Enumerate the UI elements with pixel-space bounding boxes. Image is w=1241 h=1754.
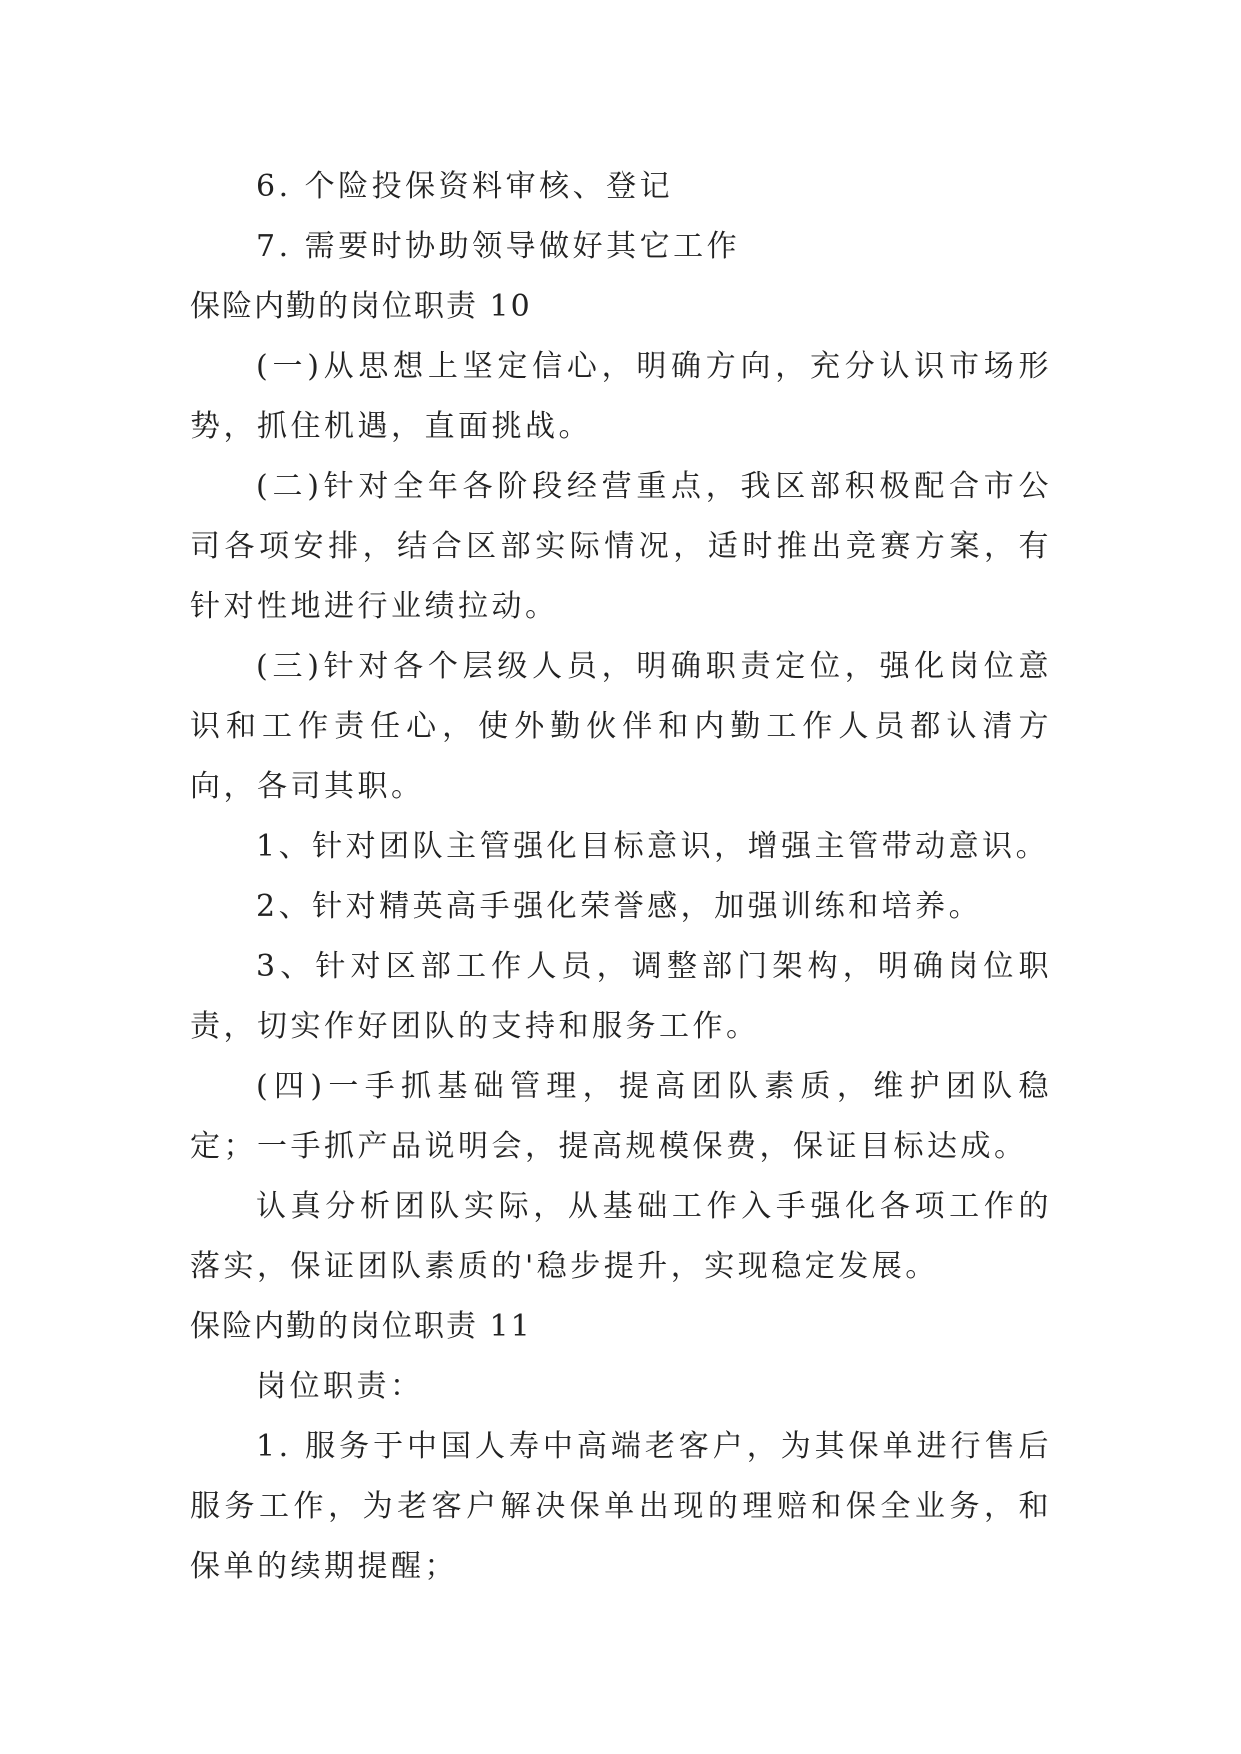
paragraph-analysis: 认真分析团队实际，从基础工作入手强化各项工作的落实，保证团队素质的'稳步提升，实现稳定发展。 [190, 1189, 1052, 1284]
paragraph-item-7: 7. 需要时协助领导做好其它工作 [256, 229, 741, 264]
paragraph-section-10-4: (四)一手抓基础管理，提高团队素质，维护团队稳定；一手抓产品说明会，提高规模保费，保证目标达成。 [190, 1069, 1052, 1164]
paragraph-duty-1: 1. 服务于中国人寿中高端老客户，为其保单进行售后服务工作，为老客户解决保单出现的理赔和保全业务，和保单的续期提醒； [190, 1429, 1052, 1584]
paragraph-section-10-2: (二)针对全年各阶段经营重点，我区部积极配合市公司各项安排，结合区部实际情况，适时推出竞赛方案，有针对性地进行业绩拉动。 [190, 469, 1052, 624]
section-heading-10: 保险内勤的岗位职责 10 [190, 289, 532, 324]
paragraph-subitem-2: 2、针对精英高手强化荣誉感，加强训练和培养。 [256, 889, 983, 924]
paragraph-section-10-3: (三)针对各个层级人员，明确职责定位，强化岗位意识和工作责任心，使外勤伙伴和内勤工作人员都认清方向，各司其职。 [190, 649, 1052, 804]
section-heading-11: 保险内勤的岗位职责 11 [190, 1309, 532, 1344]
paragraph-subitem-1: 1、针对团队主管强化目标意识，增强主管带动意识。 [256, 829, 1050, 864]
document-body [190, 157, 1052, 1597]
paragraph-section-10-1: (一)从思想上坚定信心，明确方向，充分认识市场形势，抓住机遇，直面挑战。 [190, 349, 1052, 444]
paragraph-subitem-3: 3、针对区部工作人员，调整部门架构，明确岗位职责，切实作好团队的支持和服务工作。 [190, 949, 1052, 1044]
paragraph-duties-label: 岗位职责： [256, 1369, 424, 1404]
paragraph-item-6: 6. 个险投保资料审核、登记 [256, 169, 674, 204]
